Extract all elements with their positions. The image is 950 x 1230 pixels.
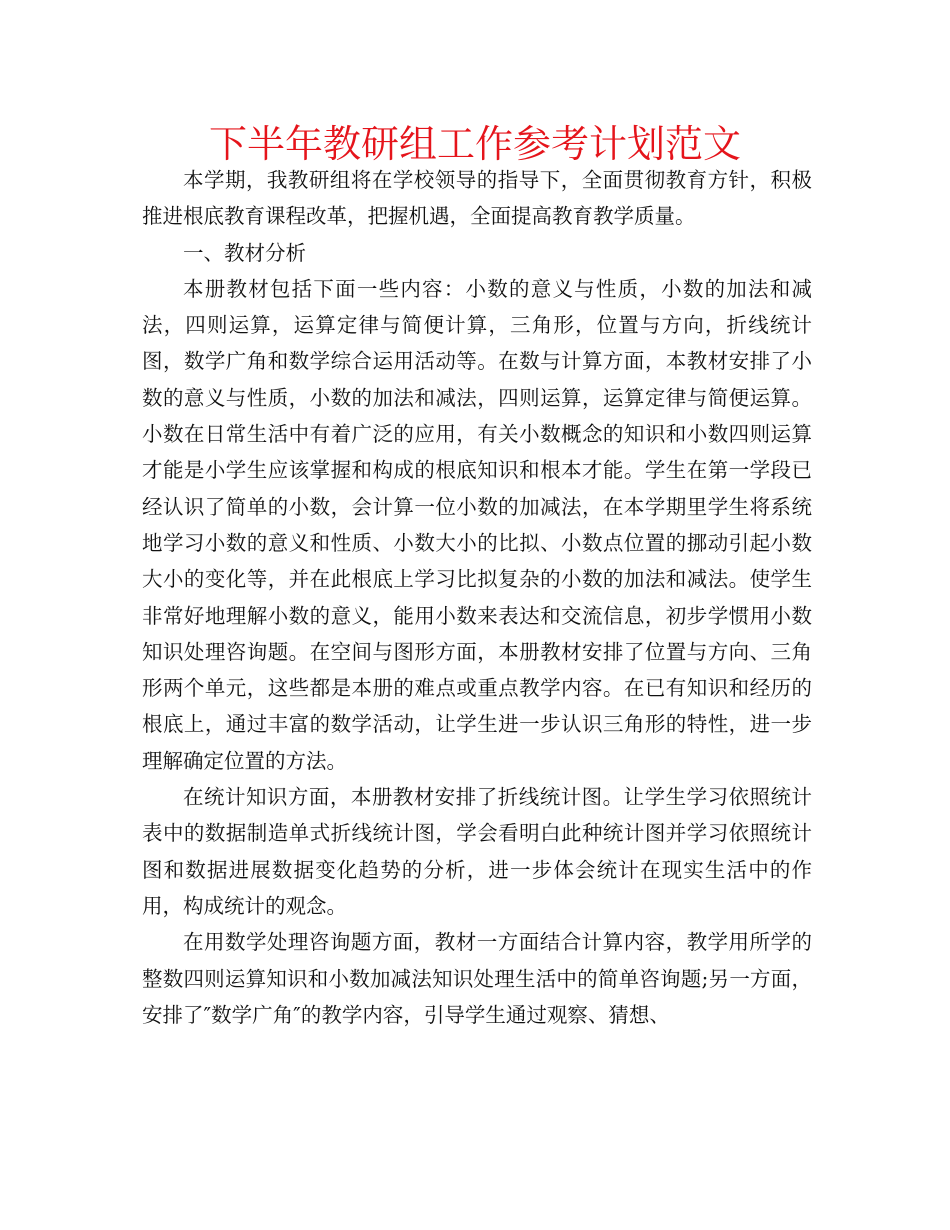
statistics-paragraph: 在统计知识方面，本册教材安排了折线统计图。让学生学习依照统计表中的数据制造单式折线统计图，学会看明白此种统计图并学习依照统计图和数据进展数据变化趋势的分析，进一步体会统计在现实生活中的作用，构成统计的观念。 [142, 785, 812, 918]
document-body [142, 162, 812, 1033]
intro-paragraph: 本学期，我教研组将在学校领导的指导下，全面贯彻教育方针，积极推进根底教育课程改革，把握机遇，全面提高教育教学质量。 [142, 168, 812, 229]
section-heading-textbook-analysis: 一、教材分析 [183, 240, 306, 265]
document-title: 下半年教研组工作参考计划范文 [208, 122, 741, 166]
problem-solving-paragraph: 在用数学处理咨询题方面，教材一方面结合计算内容，教学用所学的整数四则运算知识和小数加减法知识处理生活中的简单咨询题;另一方面，安排了″数学广角″的教学内容，引导学生通过观察、猜想、 [142, 930, 812, 1027]
textbook-content-paragraph: 本册教材包括下面一些内容：小数的意义与性质，小数的加法和减法，四则运算，运算定律与简便计算，三角形，位置与方向，折线统计图，数学广角和数学综合运用活动等。在数与计算方面，本教材安排了小数的意义与性质，小数的加法和减法，四则运算，运算定律与简便运算。小数在日常生活中有着广泛的应用，有关小数概念的知识和小数四则运算才能是小学生应该掌握和构成的根底知识和根本才能。学生在第一学段已经认识了简单的小数，会计算一位小数的加减法，在本学期里学生将系统地学习小数的意义和性质、小数大小的比拟、小数点位置的挪动引起小数大小的变化等，并在此根底上学习比拟复杂的小数的加法和减法。使学生非常好地理解小数的意义，能用小数来表达和交流信息，初步学惯用小数知识处理咨询题。在空间与图形方面，本册教材安排了位置与方向、三角形两个单元，这些都是本册的难点或重点教学内容。在已有知识和经历的根底上，通过丰富的数学活动，让学生进一步认识三角形的特性，进一步理解确定位置的方法。 [142, 276, 812, 773]
